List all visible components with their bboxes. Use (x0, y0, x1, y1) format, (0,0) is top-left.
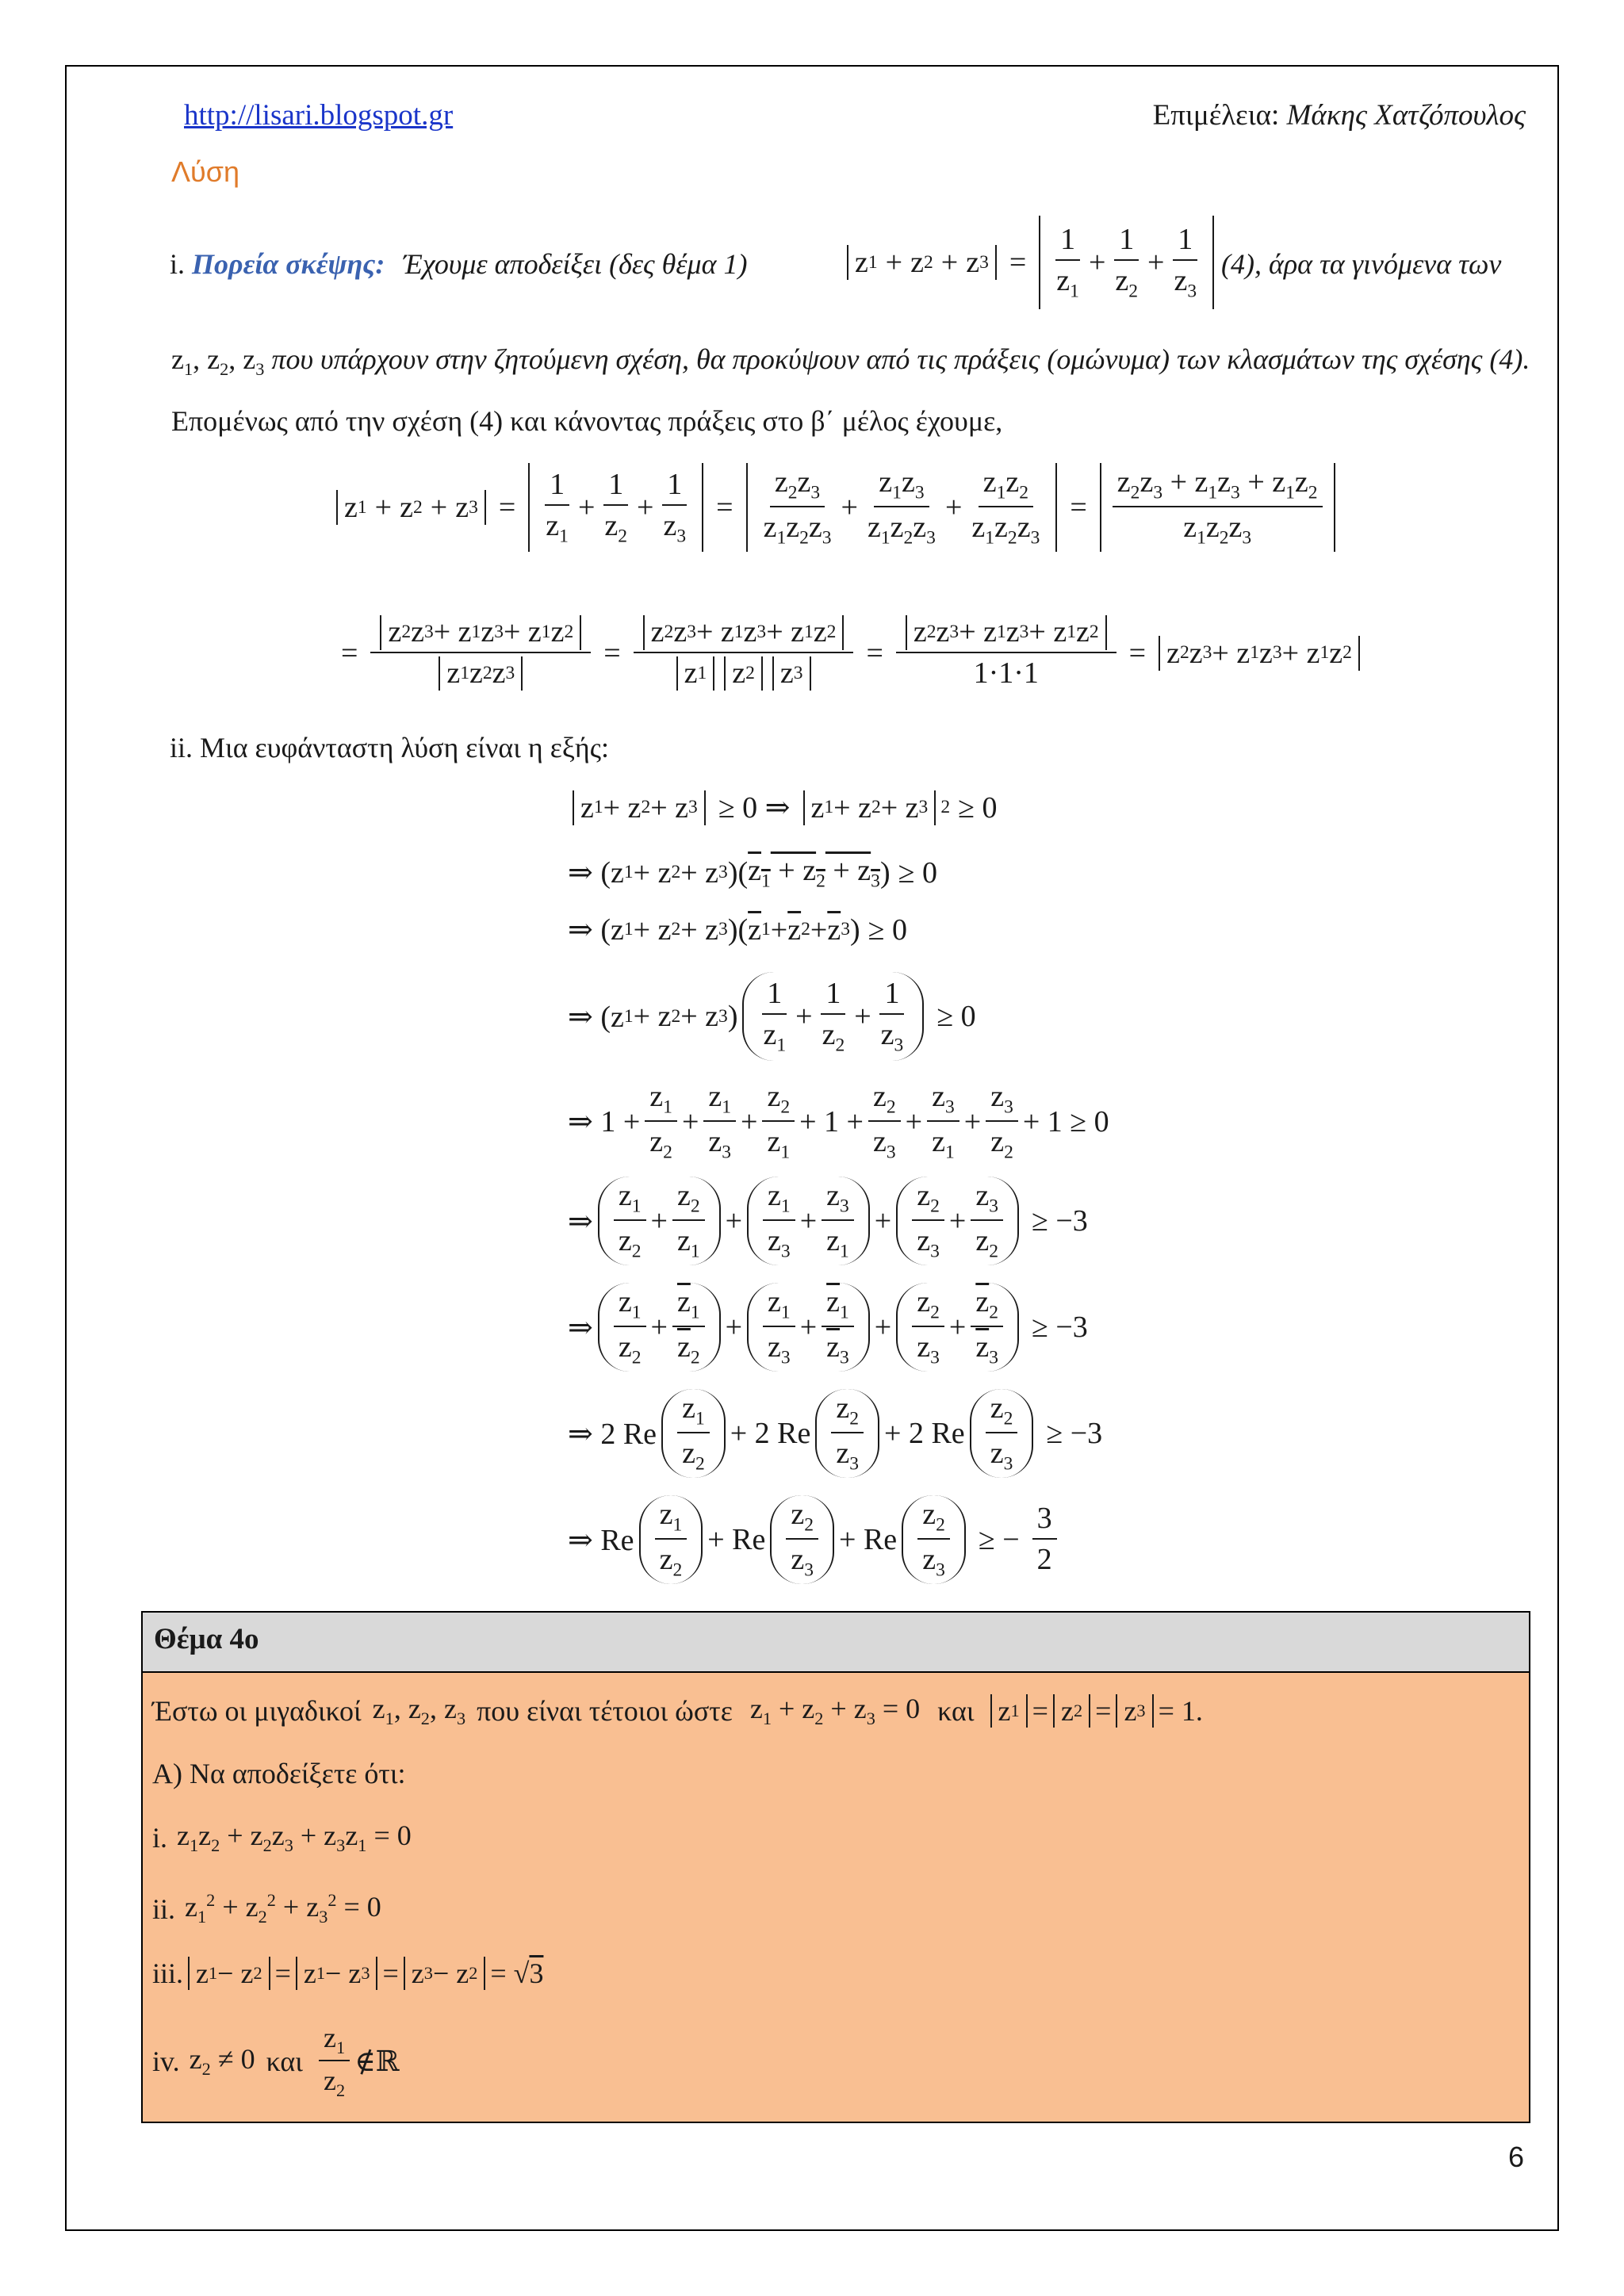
solution-title: Λύση (171, 155, 239, 188)
theme-4-intro-a: Έστω οι μιγαδικοί (152, 1694, 362, 1727)
part-i-intro: Έχουμε αποδείξει (δες θέμα 1) (403, 248, 748, 280)
theme-4-intro-b: που είναι τέτοιοι ώστε (477, 1694, 733, 1727)
ii-step-9: ⇒ Re $\frac{z_1}{z_2}$ + Re $\frac{z_2}{z_3}$ + Re $\frac{z_2}{z_3}$ ≥ − $\frac{3}{2}$ (568, 1495, 1062, 1584)
ii-step-7: ⇒ $\frac{z_1}{z_2}$ + $\frac{\overline{z}_1}{\overline{z}_2}$ + $\frac{z_1}{z_3}$ + $\frac{\overline{z}_1}{\overline{z}_3}$ + $\frac{z_2}{z_3}$ + $\frac{\overline{z}_2}{\overline{z}_3}$ ≥ −3 (568, 1283, 1096, 1372)
theme-4-part-a: Α) Να αποδείξετε ότι: (152, 1758, 406, 1789)
item-i-label: i. (152, 1821, 168, 1854)
item-ii-label: ii. (152, 1892, 176, 1925)
part-i-line1 (170, 247, 747, 281)
part-i-after: (4), άρα τα γινόμενα των (1221, 248, 1502, 280)
item-iii-label: iii. (152, 1957, 184, 1989)
theme-4-item-ii: ii. $z_1^2 + z_2^2 + z_3^2 = 0$ (152, 1890, 381, 1927)
theme-4-title: Θέμα 4ο (143, 1613, 1529, 1673)
editor-label: Επιμέλεια: (1152, 99, 1280, 132)
eq-block-1: z 1 + z 2 + z 3 = $\frac{1}{z_1}$ + $\frac{1}{z_2}$ + $\frac{1}{z_3}$ = $\frac{z_2z_3}{z_1z_2z_3}$ + $\frac{z_1z_3}{z_1z_2z_3}$ + $\frac{z_1z_2}{z_1z_2z_3}$ = $\frac{z_2z_3 + z_1z_3 + z_1z_2}{z_1z_2z_3}$ (331, 463, 1340, 552)
part-i-line2: $z_1$, $z_2$, $z_3$ που υπάρχουν στην ζητούμενη σχέση, θα προκύψουν από τις πράξεις (ομώνυμα) των κλασμάτων της σχέσης (4). (171, 343, 1530, 380)
blog-link[interactable]: http://lisari.blogspot.gr (184, 99, 454, 132)
theme-4-item-i: i. $z_1z_2 + z_2z_3 + z_3z_1 = 0$ (152, 1820, 412, 1856)
relation-4: z 1 + z 2 + z 3 = $\frac{1}{z_1}$ + $\frac{1}{z_2}$ + $\frac{1}{z_3}$ (842, 216, 1219, 309)
ii-step-8: ⇒ 2 Re $\frac{z_1}{z_2}$ + 2 Re $\frac{z_2}{z_3}$ + 2 Re $\frac{z_2}{z_3}$ ≥ −3 (568, 1389, 1110, 1478)
item-iv-label: iv. (152, 2045, 180, 2077)
theme-4-intro-c: και (937, 1694, 975, 1727)
editor-name: Μάκης Χατζόπουλος (1286, 99, 1526, 132)
and-word: και (266, 2045, 303, 2077)
ii-step-5: ⇒ 1 + $\frac{z_1}{z_2}$ + $\frac{z_1}{z_3}$ + $\frac{z_2}{z_1}$ + 1 + $\frac{z_2}{z_3}$ + $\frac{z_3}{z_1}$ + $\frac{z_3}{z_2}$ + 1 ≥ 0 (568, 1080, 1109, 1163)
part-ii-intro: ii. Μια ευφάνταστη λύση είναι η εξής: (170, 732, 610, 763)
ii-step-4: ⇒ (z 1 + z 2 + z 3 ) $\frac{1}{z_1}$ + $\frac{1}{z_2}$ + $\frac{1}{z_3}$ ≥ 0 (568, 972, 984, 1061)
part-i-line3: Επομένως από την σχέση (4) και κάνοντας πράξεις στο β΄ μέλος έχουμε, (171, 405, 1003, 437)
ii-step-3: ⇒ (z 1 + z 2 + z 3 )( $\overline{z}$ 1 + $\overline{z}$ 2 + $\overline{z}$ 3 ) ≥ 0 (568, 913, 907, 947)
part-i-line2-text: που υπάρχουν στην ζητούμενη σχέση, θα προκύψουν από τις πράξεις (ομώνυμα) των κλασμάτων της σχέσης (4). (271, 343, 1530, 375)
ii-step-1: z 1 + z 2 + z 3 ≥ 0 ⇒ z 1 + z 2 + z 3 2 ≥ 0 (568, 790, 1005, 825)
editor-credit (1153, 98, 1526, 132)
ii-step-6: ⇒ $\frac{z_1}{z_2}$ + $\frac{z_2}{z_1}$ + $\frac{z_1}{z_3}$ + $\frac{z_3}{z_1}$ + $\frac{z_2}{z_3}$ + $\frac{z_3}{z_2}$ ≥ −3 (568, 1177, 1096, 1265)
theme-4-item-iv: iv. $z_2 \ne 0$ και $\frac{z_1}{z_2}$ ∉ℝ (152, 2022, 400, 2101)
page-number: 6 (1507, 2141, 1524, 2173)
theme-4-item-iii: iii. z 1 − z 2 = z 1 − z 3 = z 3 − z 2 = √ 3 (152, 1957, 544, 1989)
part-i-heading: Πορεία σκέψης: (192, 248, 385, 280)
part-i-prefix: i. (170, 248, 186, 280)
theme-4-intro: Έστω οι μιγαδικοί $z_1$, $z_2$, $z_3$ που είναι τέτοιοι ώστε $z_1 + z_2 + z_3 = 0$ και z 1 = z 2 = z 3 = 1. (152, 1693, 1203, 1729)
product-ones: 1·1·1 (973, 656, 1039, 690)
theme-4-box (141, 1611, 1530, 2123)
ii-step-2: ⇒ (z 1 + z 2 + z 3 )( $z_1 + z_2 + z_3$ ) ≥ 0 (568, 854, 937, 892)
eq-block-2: = z 2 z 3 + z 1 z 3 + z 1 z 2 z 1 z 2 z 3 = z 2 z 3 + z 1 z 3 + z 1 z 2 z 1 z 2 z 3 = z 2 z 3 + z 1 z 3 + z 1 z 2 1·1·1 = z 2 z 3 + z 1 z 3 + z 1 z 2 (333, 615, 1365, 691)
